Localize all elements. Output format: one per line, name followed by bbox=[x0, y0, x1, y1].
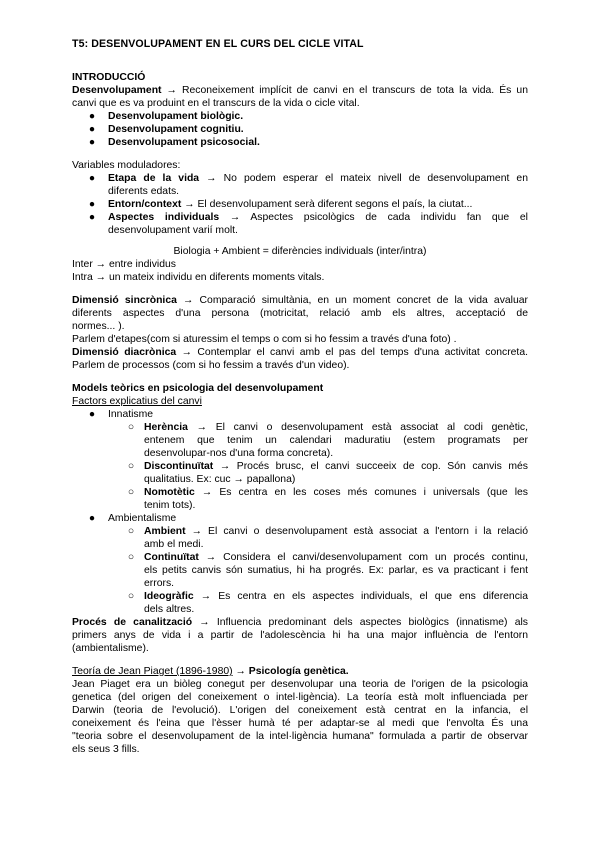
inter-definition: Inter → entre individus bbox=[72, 259, 176, 270]
piaget-line-4: coneixement és l'eina que l'èsser humà té per adaptar-se al medi que l'envolta És una bbox=[72, 718, 528, 729]
bullet-circle: ○ bbox=[127, 461, 135, 472]
sync-dimension-line-2: diferents aspectes d'una persona (motricitat, relació amb els altres, acceptació de bbox=[72, 308, 528, 319]
bullet-circle: ○ bbox=[127, 591, 135, 602]
bullet-dot: ● bbox=[88, 173, 96, 184]
innatisme-label: Innatisme bbox=[108, 409, 154, 420]
variable-item-individual: Aspectes individuals → Aspectes psicològics de cada individu fan que el bbox=[108, 212, 528, 223]
ambientalisme-item-continuity-cont: els petits canvis són sumatius, hi ha progrés. Ex: parlar, es va practicant i fent bbox=[144, 565, 528, 576]
piaget-heading: Teoría de Jean Piaget (1896-1980) → Psicología genètica. bbox=[72, 666, 349, 677]
canalization-line-2: primers anys de vida i a partir de l'adolescència hi ha una major influència de l'entorn bbox=[72, 630, 528, 641]
sync-dimension-line-1: Dimensió sincrònica → Comparació simultània, en un moment concret de la vida avaluar bbox=[72, 295, 528, 306]
bullet-dot: ● bbox=[88, 409, 96, 420]
canalization-line-3: (ambientalisme). bbox=[72, 643, 149, 654]
ambientalisme-label: Ambientalisme bbox=[108, 513, 177, 524]
variable-item-context: Entorn/context → El desenvolupament serà diferent segons el país, la ciutat... bbox=[108, 199, 473, 210]
bullet-dot: ● bbox=[88, 513, 96, 524]
piaget-line-5: "teoria sobre el desenvolupament de la intel·ligència humana" formulada a partir de observar bbox=[72, 731, 528, 742]
variable-item-individual-cont: desenvolupament varií molt. bbox=[108, 225, 238, 236]
definition-term: Desenvolupament bbox=[72, 85, 162, 96]
diachronic-dimension: Dimensió diacrònica → Contemplar el canvi amb el pas del temps d'una activitat concreta. bbox=[72, 347, 528, 358]
bullet-circle: ○ bbox=[127, 526, 135, 537]
type-psychosocial: Desenvolupament psicosocial. bbox=[108, 137, 260, 148]
type-cognitive: Desenvolupament cognitiu. bbox=[108, 124, 244, 135]
piaget-line-3: Darwin (teoria de l'evolució). L'origen del coneixement està centrat en la infancia, el bbox=[72, 705, 528, 716]
sync-dimension-note: Parlem d'etapes(com si aturessim el temps o com si ho fessim a través d'una foto) . bbox=[72, 334, 457, 345]
intro-definition-line-1: Desenvolupament → Reconeixement implícit de canvi en el transcurs de tota la vida. És un bbox=[72, 85, 528, 96]
innatisme-item-heritage-cont: entenem que tenim un calendari maduratiu (estem programats per bbox=[144, 435, 528, 446]
bullet-circle: ○ bbox=[127, 487, 135, 498]
innatisme-item-nomothetic: Nomotètic → Es centra en les coses més comunes i universals (que les bbox=[144, 487, 528, 498]
piaget-line-2: genetica (del origen del coneixement o intel·ligència). La teoría està molt influenciada per bbox=[72, 692, 528, 703]
variables-heading: Variables moduladores: bbox=[72, 160, 181, 171]
ambientalisme-item-ideographic-cont: dels altres. bbox=[144, 604, 195, 615]
ambientalisme-item-environment-cont: amb el medi. bbox=[144, 539, 204, 550]
intro-definition-line-2: canvi que es va produint en el transcurs de la vida o cicle vital. bbox=[72, 98, 360, 109]
innatisme-item-nomothetic-cont: tenim tots). bbox=[144, 500, 196, 511]
ambientalisme-item-continuity-cont: errors. bbox=[144, 578, 175, 589]
innatisme-item-discontinuity: Discontinuïtat → Procés brusc, el canvi succeeix de cop. Són canvis més bbox=[144, 461, 528, 472]
bullet-circle: ○ bbox=[127, 422, 135, 433]
factors-subheading: Factors explicatius del canvi bbox=[72, 396, 202, 407]
ambientalisme-item-ideographic: Ideogràfic → Es centra en els aspectes individuals, el que ens diferencia bbox=[144, 591, 528, 602]
type-biologic: Desenvolupament biològic. bbox=[108, 111, 244, 122]
diachronic-dimension-note: Parlem de processos (com si ho fessim a través d'un video). bbox=[72, 360, 350, 371]
innatisme-item-heritage-cont: desenvolupar-nos d'una forma concreta). bbox=[144, 448, 334, 459]
piaget-title-link: Teoría de Jean Piaget (1896-1980) bbox=[72, 666, 233, 677]
variable-item-stage-cont: diferents edats. bbox=[108, 186, 180, 197]
document-title: T5: DESENVOLUPAMENT EN EL CURS DEL CICLE VITAL bbox=[72, 38, 364, 50]
bullet-dot: ● bbox=[88, 111, 96, 122]
bullet-circle: ○ bbox=[127, 552, 135, 563]
bullet-dot: ● bbox=[88, 199, 96, 210]
bullet-dot: ● bbox=[88, 137, 96, 148]
models-heading: Models teòrics en psicologia del desenvolupament bbox=[72, 383, 324, 394]
bullet-dot: ● bbox=[88, 124, 96, 135]
innatisme-item-heritage: Herència → El canvi o desenvolupament està associat al codi genètic, bbox=[144, 422, 528, 433]
ambientalisme-item-environment: Ambient → El canvi o desenvolupament està associat a l'entorn i la relació bbox=[144, 526, 528, 537]
formula: Biologia + Ambient = diferències individuals (inter/intra) bbox=[173, 246, 427, 257]
intra-definition: Intra → un mateix individu en diferents moments vitals. bbox=[72, 272, 325, 283]
variable-item-stage: Etapa de la vida → No podem esperar el mateix nivell de desenvolupament en bbox=[108, 173, 528, 184]
canalization-line-1: Procés de canalització → Influencia predominant dels aspectes biològics (innatisme) als bbox=[72, 617, 528, 628]
piaget-line-6: els seus 3 fills. bbox=[72, 744, 140, 755]
innatisme-item-discontinuity-cont: qualitatius. Ex: cuc → papallona) bbox=[144, 474, 296, 485]
intro-heading: INTRODUCCIÓ bbox=[72, 72, 146, 83]
sync-dimension-line-3: normes... ). bbox=[72, 321, 125, 332]
piaget-line-1: Jean Piaget era un biòleg conegut per desenvolupar una teoria de l'origen de la psicologia bbox=[72, 679, 528, 690]
bullet-dot: ● bbox=[88, 212, 96, 223]
ambientalisme-item-continuity: Continuïtat → Considera el canvi/desenvolupament com un procés continu, bbox=[144, 552, 528, 563]
